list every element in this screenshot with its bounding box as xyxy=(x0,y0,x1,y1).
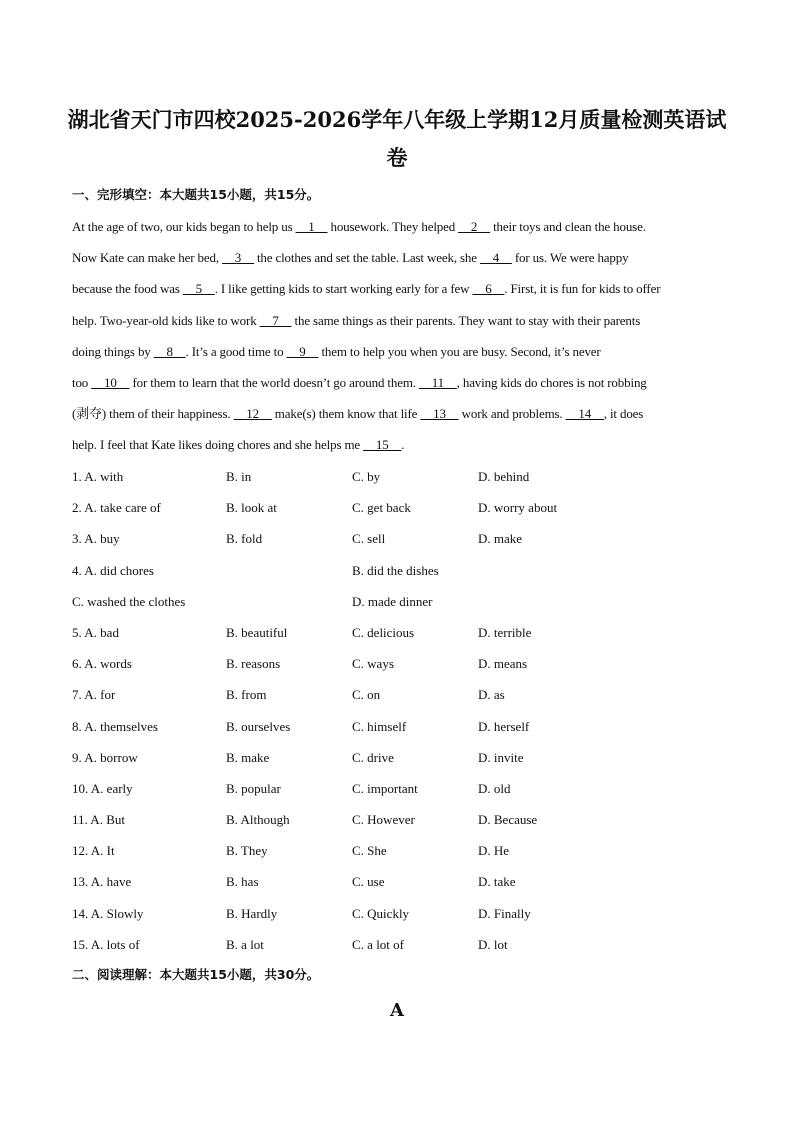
option-c: C. drive xyxy=(352,749,394,765)
passage-line xyxy=(72,398,732,429)
answer-blank: __3__ xyxy=(222,250,254,266)
option-c: C. delicious xyxy=(352,624,415,640)
answer-blank: __9__ xyxy=(286,343,319,359)
option-a: 8. A. themselves xyxy=(72,718,158,734)
option-b: B. in xyxy=(226,469,252,484)
question-row xyxy=(72,586,712,617)
passage-text: (剥夺) them of their happiness. xyxy=(72,406,234,422)
option-a: 15. A. lots of xyxy=(72,936,140,952)
passage-text: . First, it is fun for kids to offer xyxy=(504,281,661,297)
option-a: 12. A. It xyxy=(72,843,115,859)
option-c: C. use xyxy=(352,874,385,890)
question-options xyxy=(72,461,712,960)
option-c: C. a lot of xyxy=(352,936,404,952)
question-row xyxy=(72,679,712,710)
option-d: D. terrible xyxy=(478,624,532,640)
question-row xyxy=(72,617,712,648)
option-a: 11. A. But xyxy=(72,812,125,828)
option-d: D. worry about xyxy=(478,500,558,516)
passage-text: doing things by xyxy=(72,343,154,359)
question-row xyxy=(72,929,712,960)
question-row xyxy=(72,461,712,492)
answer-blank: __2__ xyxy=(458,219,490,234)
question-row xyxy=(72,711,712,742)
section-2-heading: 二、阅读理解：本大题共15小题，共30分。 xyxy=(72,967,320,982)
option-a: 1. A. with xyxy=(72,469,124,484)
option-d: D. Because xyxy=(478,812,538,828)
option-d: D. Finally xyxy=(478,905,531,921)
option-b: B. make xyxy=(226,749,270,765)
section-1-heading: 一、完形填空：本大题共15小题，共15分。 xyxy=(72,187,320,202)
answer-blank: __13__ xyxy=(420,406,459,422)
passage-text: , it does xyxy=(603,406,644,422)
option-c: C. by xyxy=(352,469,381,484)
option-c: D. made dinner xyxy=(352,593,433,609)
option-a: 13. A. have xyxy=(72,874,132,890)
option-b: B. has xyxy=(226,874,259,890)
passage-line xyxy=(72,429,732,460)
question-row xyxy=(72,742,712,773)
passage-line xyxy=(72,211,732,242)
question-row xyxy=(72,523,712,554)
exam-title-line-2: 卷 xyxy=(386,145,408,170)
passage-text: Now Kate can make her bed, xyxy=(72,250,223,266)
option-a: 3. A. buy xyxy=(72,531,120,547)
answer-blank: __1__ xyxy=(295,219,328,234)
answer-blank: __6__ xyxy=(472,281,505,297)
option-b: B. a lot xyxy=(226,936,264,952)
option-d: D. behind xyxy=(478,469,530,484)
option-a: 6. A. words xyxy=(72,656,132,672)
answer-blank: __10__ xyxy=(91,374,130,390)
option-a: 4. A. did chores xyxy=(72,562,154,578)
option-c: C. get back xyxy=(352,500,411,516)
option-d: D. old xyxy=(478,780,511,796)
option-a: C. washed the clothes xyxy=(72,593,186,609)
question-row xyxy=(72,898,712,929)
answer-blank: __15__ xyxy=(363,437,402,453)
passage-text: . It’s a good time to xyxy=(185,343,287,359)
passage-text: . I like getting kids to start working early for a few xyxy=(214,281,473,297)
passage-line xyxy=(72,273,732,304)
question-row xyxy=(72,804,712,835)
passage-text: them to help you when you are busy. Second, it’s never xyxy=(318,343,601,359)
option-b: B. from xyxy=(226,687,267,703)
question-row xyxy=(72,866,712,897)
passage-line xyxy=(72,336,732,367)
answer-blank: __5__ xyxy=(182,281,215,297)
passage-text: the same things as their parents. They want to stay with their parents xyxy=(291,312,641,328)
option-d: D. take xyxy=(478,874,516,890)
option-b: B. fold xyxy=(226,531,263,547)
option-a: 14. A. Slowly xyxy=(72,905,144,921)
option-d: D. make xyxy=(478,531,523,547)
option-c: C. She xyxy=(352,843,387,859)
passage-line xyxy=(72,242,732,273)
option-b: B. Although xyxy=(226,812,290,828)
answer-blank: __14__ xyxy=(565,406,604,422)
answer-blank: __7__ xyxy=(259,312,292,328)
passage-text: the clothes and set the table. Last week, she xyxy=(253,250,480,266)
option-c: C. sell xyxy=(352,531,386,547)
passage-line xyxy=(72,305,732,336)
question-row xyxy=(72,648,712,679)
option-c: C. However xyxy=(352,812,415,828)
answer-blank: __11__ xyxy=(419,374,457,390)
passage-text: make(s) them know that life xyxy=(271,406,421,422)
option-c: B. did the dishes xyxy=(352,562,439,578)
option-c: C. himself xyxy=(352,718,407,734)
option-c: C. on xyxy=(352,687,381,703)
option-b: B. popular xyxy=(226,780,281,796)
option-b: B. look at xyxy=(226,500,277,516)
option-b: B. ourselves xyxy=(226,718,291,734)
question-row xyxy=(72,492,712,523)
passage-text: housework. They helped xyxy=(327,219,459,234)
option-d: D. invite xyxy=(478,749,524,765)
answer-blank: __4__ xyxy=(480,250,512,266)
cloze-passage xyxy=(72,211,732,461)
option-b: B. Hardly xyxy=(226,905,278,921)
option-c: C. Quickly xyxy=(352,905,410,921)
option-b: B. reasons xyxy=(226,656,281,672)
option-b: B. beautiful xyxy=(226,624,288,640)
passage-text: for them to learn that the world doesn’t go around them. xyxy=(129,374,420,390)
option-a: 7. A. for xyxy=(72,687,116,703)
option-d: D. lot xyxy=(478,936,508,952)
option-a: 9. A. borrow xyxy=(72,749,138,765)
passage-text: help. Two-year-old kids like to work xyxy=(72,312,260,328)
option-a: 2. A. take care of xyxy=(72,500,161,516)
answer-blank: __12__ xyxy=(233,406,272,422)
question-row xyxy=(72,555,712,586)
passage-text: for us. We were happy xyxy=(511,250,629,266)
passage-a-heading: A xyxy=(390,1000,404,1021)
option-a: 5. A. bad xyxy=(72,624,119,640)
answer-blank: __8__ xyxy=(153,343,186,359)
passage-text: At the age of two, our kids began to help us xyxy=(72,219,296,234)
option-c: C. important xyxy=(352,780,418,796)
option-d: D. as xyxy=(478,687,505,703)
passage-text: . xyxy=(401,437,405,453)
passage-text: , having kids do chores is not robbing xyxy=(456,374,647,390)
passage-line xyxy=(72,367,732,398)
exam-title-line-1: 湖北省天门市四校2025-2026学年八年级上学期12月质量检测英语试 xyxy=(67,107,727,132)
passage-text: help. I feel that Kate likes doing chores and she helps me xyxy=(72,437,364,453)
option-c: C. ways xyxy=(352,656,394,672)
option-d: D. He xyxy=(478,843,510,859)
passage-text: work and problems. xyxy=(458,406,566,422)
question-row xyxy=(72,835,712,866)
passage-text: too xyxy=(72,374,92,390)
option-b: B. They xyxy=(226,843,268,859)
option-d: D. herself xyxy=(478,718,530,734)
question-row xyxy=(72,773,712,804)
passage-text: their toys and clean the house. xyxy=(489,219,646,234)
option-d: D. means xyxy=(478,656,528,672)
passage-text: because the food was xyxy=(72,281,183,297)
option-a: 10. A. early xyxy=(72,780,133,796)
